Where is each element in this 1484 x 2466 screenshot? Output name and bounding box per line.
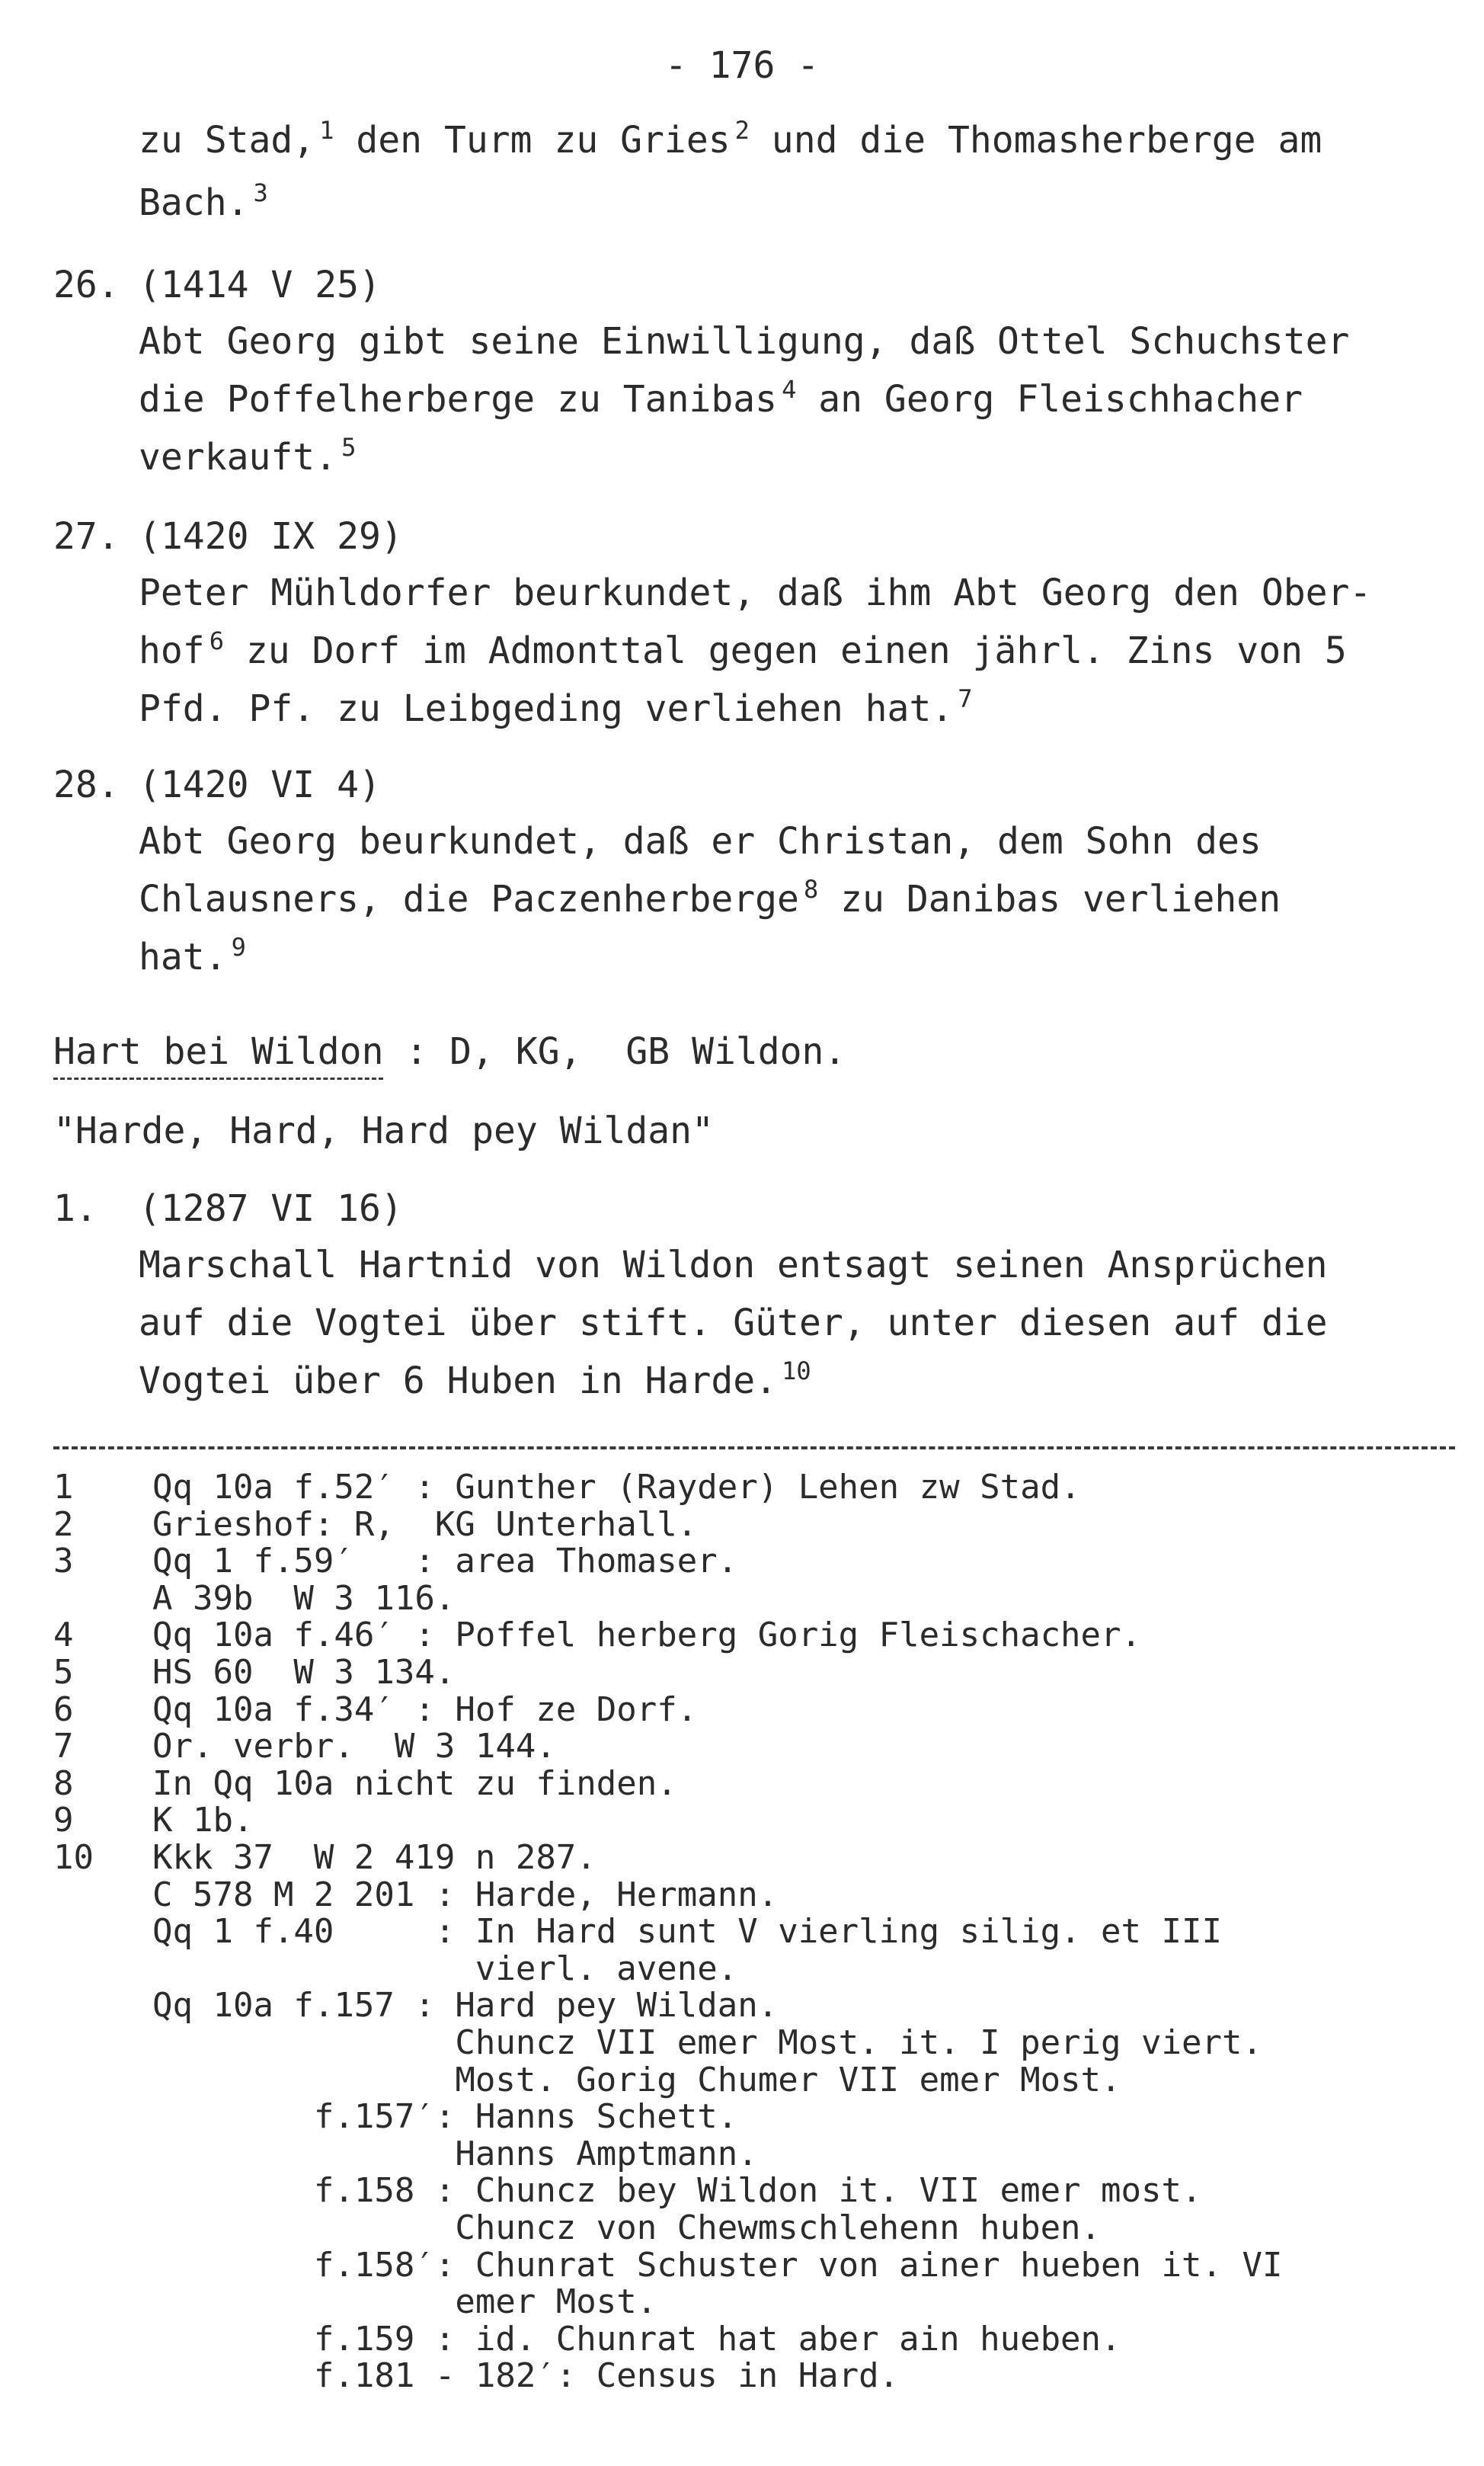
footnote-text: emer Most. [152,2282,657,2322]
footnote-number: 4 [53,1616,74,1655]
hart-entry-1-date: (1287 VI 16) [139,1187,403,1230]
entry-26-text-line: die Poffelherberge zu Tanibas $^4$ an Georg Fleischhacher [139,375,1303,421]
footnote-number: 10 [53,1838,94,1877]
footnote-text: f.181 - 182′: Census in Hard. [152,2356,900,2396]
footnote-text: f.158 : Chuncz bey Wildon it. VII emer most. [152,2171,1202,2211]
hart-entry-1-text-line: Marschall Hartnid von Wildon entsagt seinen Ansprüchen [139,1244,1328,1286]
entry-26-text-line: Abt Georg gibt seine Einwilligung, daß Ottel Schuchster [139,320,1350,363]
entry-26-number: 26. [53,264,120,306]
hart-entry-1-number: 1. [53,1187,98,1230]
footnote-text: Chuncz VII emer Most. it. I perig viert. [152,2023,1262,2062]
footnote-marker: 1 [319,116,334,145]
hart-entry-1-text-line: auf die Vogtei über stift. Güter, unter diesen auf die [139,1302,1328,1344]
footnote-text: C 578 M 2 201 : Harde, Hermann. [152,1875,779,1914]
entry-26-text-line: verkauft. $^5$ [139,433,357,479]
footnote-text: K 1b. [152,1801,254,1840]
footnote-text: Qq 1 f.59′ : area Thomaser. [152,1542,738,1581]
footnote-text: Kkk 37 W 2 419 n 287. [152,1838,596,1877]
footnote-text: HS 60 W 3 134. [152,1653,456,1692]
footnote-text: Or. verbr. W 3 144. [152,1727,556,1766]
place-heading [53,1030,846,1073]
entry-28-text-line: Abt Georg beurkundet, daß er Christan, dem Sohn des [139,820,1262,863]
footnote-marker: 6 [209,626,224,655]
hart-entry-1-text-line: Vogtei über 6 Huben in Harde. $^{10}$ [139,1356,811,1402]
footnote-number: 3 [53,1542,74,1581]
footnote-text: Qq 10a f.157 : Hard pey Wildan. [152,1986,779,2026]
footnote-number: 9 [53,1801,74,1840]
footnote-number: 6 [53,1689,74,1729]
footnote-text: f.157′: Hanns Schett. [152,2097,738,2137]
footnote-marker: 7 [958,684,973,713]
footnote-number: 2 [53,1504,74,1544]
continuation-line: zu Stad, $^1$ den Turm zu Gries $^2$ und die Thomasherberge am [139,116,1322,162]
footnote-number: 7 [53,1727,74,1766]
continuation-line: Bach. $^3$ [139,178,268,224]
footnote-marker: 9 [231,933,246,962]
footnote-marker: 8 [803,875,819,904]
footnote-divider [53,1446,1455,1449]
footnote-text: Hanns Amptmann. [152,2134,758,2173]
entry-27-text-line: Pfd. Pf. zu Leibgeding verliehen hat. $^7$ [139,684,973,730]
footnote-text: vierl. avene. [152,1949,738,1988]
footnote-text: Most. Gorig Chumer VII emer Most. [152,2060,1121,2099]
footnote-text: Qq 10a f.46′ : Poffel herberg Gorig Fleischacher. [152,1616,1142,1655]
footnote-text: Grieshof: R, KG Unterhall. [152,1504,698,1544]
entry-27-text-line: Peter Mühldorfer beurkundet, daß ihm Abt Georg den Ober- [139,572,1372,614]
footnote-text: A 39b W 3 116. [152,1578,456,1618]
footnote-text: In Qq 10a nicht zu finden. [152,1763,677,1803]
footnote-text: f.158′: Chunrat Schuster von ainer hueben it. VI [152,2245,1283,2285]
place-classification: : D, KG, GB Wildon. [383,1030,846,1073]
place-name: Hart bei Wildon [53,1030,383,1080]
footnote-marker: 2 [734,116,750,145]
footnote-text: f.159 : id. Chunrat hat aber ain hueben. [152,2319,1121,2359]
footnote-marker: 3 [253,178,268,207]
entry-27-number: 27. [53,515,120,558]
place-forms: "Harde, Hard, Hard pey Wildan" [53,1110,714,1152]
entry-27-date: (1420 IX 29) [139,515,403,558]
footnote-text: Qq 1 f.40 : In Hard sunt V vierling silig. et III [152,1912,1222,1952]
entry-28-number: 28. [53,764,120,806]
footnote-marker: 5 [341,433,357,462]
footnote-marker: 10 [782,1356,811,1385]
entry-28-text-line: hat. $^9$ [139,933,246,978]
footnote-text: Qq 10a f.34′ : Hof ze Dorf. [152,1689,698,1729]
entry-26-date: (1414 V 25) [139,264,381,306]
entry-28-date: (1420 VI 4) [139,764,381,806]
footnote-number: 8 [53,1763,74,1803]
footnote-text: Chuncz von Chewmschlehenn huben. [152,2208,1102,2247]
footnote-text: Qq 10a f.52′ : Gunther (Rayder) Lehen zw Stad. [152,1468,1081,1507]
entry-27-text-line: hof $^6$ zu Dorf im Admonttal gegen einen jährl. Zins von 5 [139,626,1347,672]
entry-28-text-line: Chlausners, die Paczenherberge $^8$ zu Danibas verliehen [139,875,1281,921]
footnote-marker: 4 [782,375,797,404]
page-number: - 176 - [664,44,820,87]
footnote-number: 5 [53,1653,74,1692]
footnote-number: 1 [53,1468,74,1507]
